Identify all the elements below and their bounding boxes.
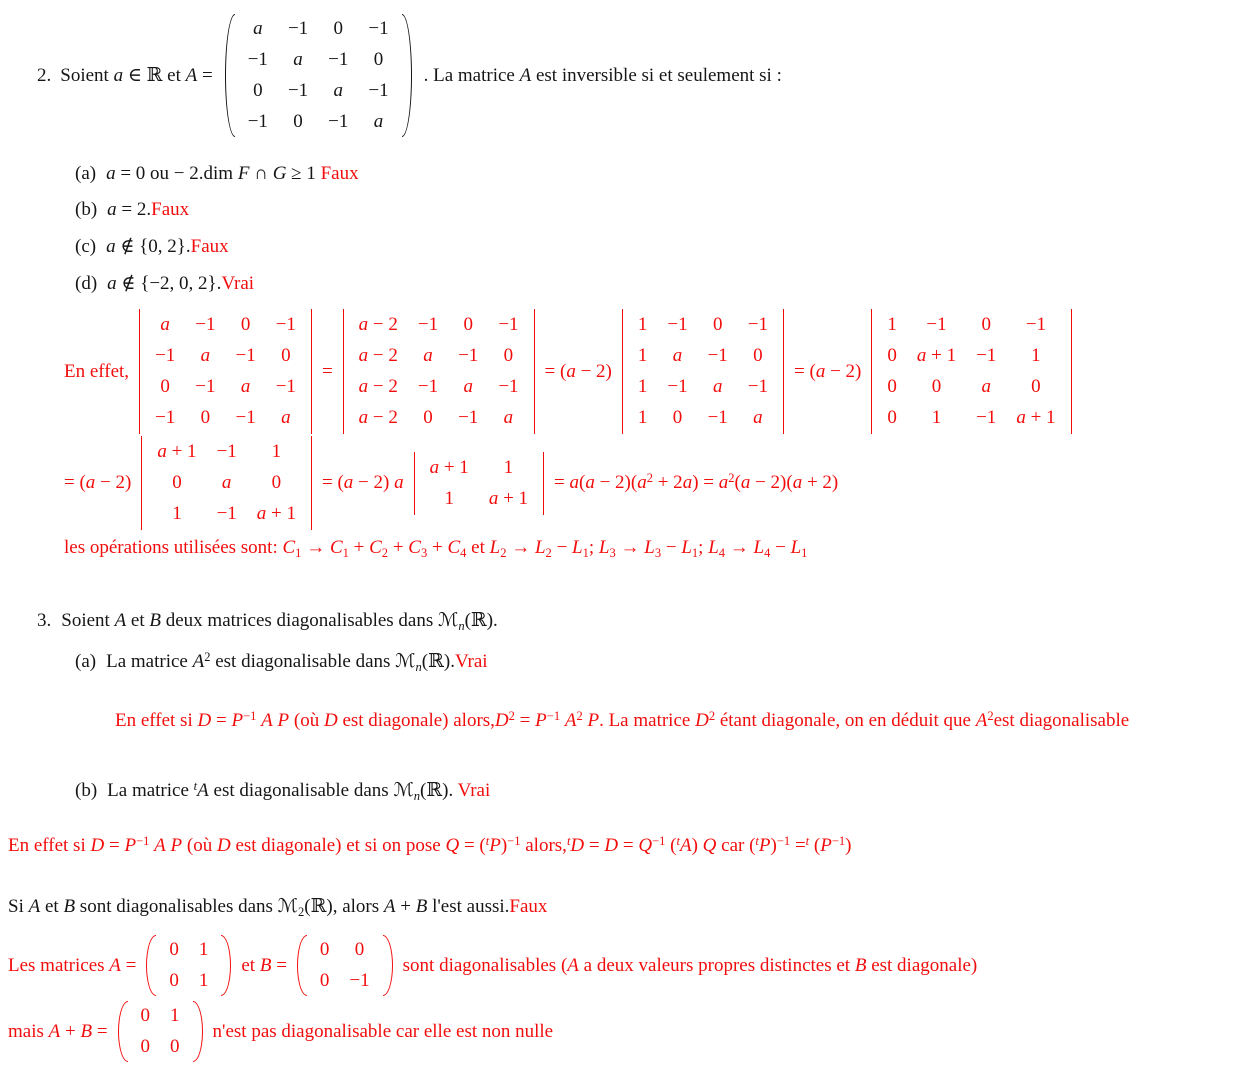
matrix-cell: a (503, 407, 514, 428)
matrix-cell: 1 (271, 441, 282, 462)
matrix-cell: a (240, 376, 251, 397)
matrix-cell: a − 2 (358, 407, 398, 428)
matrix-cell: −1 (667, 376, 688, 397)
matrix-cell: 0 (887, 376, 897, 397)
matrix-cell: −1 (498, 314, 519, 335)
left-paren-icon (118, 1001, 128, 1062)
matrix-cell: a (753, 407, 763, 428)
matrix-cell: 0 (172, 472, 182, 493)
option-c (75, 235, 1239, 258)
matrix-cell: 0 (887, 345, 897, 366)
matrix-cell: −1 (417, 376, 439, 397)
q3-statement-ab (8, 895, 1239, 918)
option-a-verdict: Faux (320, 163, 359, 184)
matrix-cell: 1 (170, 1005, 180, 1026)
matrix-cell: −1 (247, 111, 268, 132)
matrix-cell: a − 2 (358, 345, 398, 366)
matrix-cell: −1 (216, 503, 237, 524)
matrix-B-2x2 (297, 935, 393, 996)
matrix-cell: 0 (240, 314, 251, 335)
option-a-label: (a) (75, 163, 97, 184)
matrix-cell: −1 (235, 407, 256, 428)
option-c-verdict: Faux (190, 236, 229, 257)
matrix-cell: 1 (198, 970, 209, 991)
matrix-B2-cells (307, 935, 383, 996)
matrix-cell: a (160, 314, 170, 335)
matrix-cell: 0 (981, 314, 991, 335)
matrix-cell: 1 (444, 487, 454, 509)
proof-lead: En effet, (64, 360, 130, 382)
matrix-cell: 1 (931, 407, 942, 428)
option-b-verdict: Faux (151, 199, 190, 220)
q3-number: 3. (37, 610, 52, 631)
proof-eq6: = $a(a - 2)(a^2 + 2a) = a^2(a - 2)(a + 2)$ (554, 470, 839, 493)
matrix-A-cells (235, 14, 402, 137)
matrix-A-plus-B (118, 1001, 203, 1062)
matrix-cell: −1 (498, 376, 519, 397)
det-E (141, 436, 312, 530)
matrix-cell: a (712, 376, 723, 397)
matrix-cell: a + 1 (256, 503, 296, 524)
matrix-cell: a (281, 407, 291, 428)
matrix-cell: a + 1 (488, 487, 529, 509)
q3-item-b-explanation: En effet si $D = P^{-1}$ A P (où D est diagonale) et si on pose $Q = (^tP)^{-1}$ alors,$^t$D = $D = Q^{-1}$ ($^t$A) Q car $(^tP)^{-1} =^t$ $(P^{-1})$ (8, 833, 852, 856)
q3-item-b (75, 779, 1239, 802)
det-C (622, 309, 784, 434)
matrix-cell: a (981, 376, 991, 397)
matrix-cell: a − 2 (358, 314, 398, 335)
option-a (75, 163, 1239, 185)
matrix-cell: a (253, 18, 263, 39)
matrix-cell: 1 (637, 376, 648, 397)
q3-counterexample-line-1 (8, 935, 1239, 996)
matrix-cell: −1 (328, 111, 349, 132)
matrix-cell: 1 (887, 314, 897, 335)
matrix-cell: 0 (423, 407, 433, 428)
option-d (75, 272, 1239, 295)
option-b-text: a = 2. (107, 199, 152, 220)
matrix-cell: 1 (172, 503, 182, 524)
counter-part1: Les matrices A = (8, 954, 137, 976)
matrix-cell: −1 (235, 345, 256, 366)
matrix-cell: −1 (458, 345, 479, 366)
matrix-cell: a + 1 (157, 441, 197, 462)
q3-item-a (75, 650, 1239, 673)
matrix-cell: −1 (195, 314, 216, 335)
proof-operations: les opérations utilisées sont: $C_1 \to C_1 + C_2 + C_3 + C_4$ et $L_2 \to L_2 - L_1$; $L_3 \to L_3 - L_1$; $L_4 \to L_4 - L_1$ (64, 537, 808, 560)
matrix-cell: 0 (293, 111, 303, 132)
q3-counterexample-line-2 (8, 1001, 1239, 1062)
matrix-A-2x2 (146, 935, 231, 996)
matrix-cell: −1 (287, 18, 309, 39)
option-a-text: a = 0 ou − 2.dim F ∩ G ≥ 1 (106, 163, 321, 184)
matrix-cell: 0 (271, 472, 282, 493)
matrix-cell: 0 (140, 1036, 151, 1057)
matrix-cell: −1 (417, 314, 439, 335)
matrix-cell: a (200, 345, 211, 366)
matrix-cell: 1 (637, 345, 648, 366)
matrix-cell: 0 (169, 939, 179, 960)
matrix-cell: a (423, 345, 433, 366)
matrix-cell: 0 (319, 970, 330, 991)
matrix-cell: 0 (170, 1036, 180, 1057)
q3-intro-text: Soient A et B deux matrices diagonalisables dans ℳ$_n$(ℝ). (61, 610, 498, 633)
matrix-cell: −1 (747, 376, 769, 397)
left-paren-icon (225, 14, 235, 137)
q2-options (75, 163, 1239, 295)
matrix-cell: 0 (931, 376, 942, 397)
matrix-cell: −1 (275, 376, 296, 397)
matrix-cell: −1 (458, 407, 479, 428)
q3-item-b-verdict: Vrai (457, 780, 491, 801)
matrix-cell: −1 (287, 80, 309, 101)
det-B (343, 309, 535, 434)
q2-intro-after: . La matrice A est inversible si et seulement si : (423, 64, 782, 86)
matrix-cell: −1 (707, 407, 728, 428)
matrix-cell: −1 (368, 80, 389, 101)
matrix-cell: 0 (463, 314, 473, 335)
matrix-cell: 1 (637, 314, 648, 335)
counter-part3: sont diagonalisables (A a deux valeurs propres distinctes et B est diagonale) (402, 954, 978, 976)
counter-part2: et B = (241, 954, 287, 976)
matrix-cell: 1 (637, 407, 648, 428)
option-d-label: (d) (75, 273, 98, 294)
matrix-cell: 0 (319, 939, 330, 960)
matrix-cell: a (373, 111, 384, 132)
option-c-text: a ∉ {0, 2}. (106, 236, 191, 257)
counter-part5: n'est pas diagonalisable car elle est non nulle (212, 1020, 554, 1042)
matrix-cell: 1 (503, 456, 514, 478)
counter-part4: mais A + B = (8, 1020, 108, 1042)
matrix-cell: 0 (672, 407, 683, 428)
matrix-cell: 1 (198, 939, 209, 960)
proof-eq4: = (a − 2) (64, 472, 132, 493)
matrix-cell: −1 (368, 18, 389, 39)
proof-line-2 (64, 436, 1239, 530)
right-paren-icon (383, 935, 393, 996)
option-c-label: (c) (75, 236, 97, 257)
matrix-AB-cells (128, 1001, 193, 1062)
matrix-cell: −1 (216, 441, 237, 462)
matrix-cell: −1 (328, 49, 349, 70)
q3-statement-ab-verdict: Faux (509, 896, 548, 917)
matrix-cell: 0 (1031, 376, 1041, 397)
matrix-cell: −1 (155, 345, 176, 366)
matrix-cell: 0 (887, 407, 897, 428)
proof-eq2: = (a − 2) (544, 360, 612, 382)
matrix-cell: a (333, 80, 344, 101)
det-A (139, 309, 312, 434)
matrix-cell: −1 (926, 314, 947, 335)
matrix-cell: a + 1 (429, 456, 469, 478)
matrix-cell: 0 (169, 970, 179, 991)
matrix-cell: −1 (247, 49, 268, 70)
q2-proof (64, 309, 1239, 559)
matrix-cell: 0 (354, 939, 365, 960)
matrix-cell: 1 (1031, 345, 1041, 366)
left-paren-icon (297, 935, 307, 996)
matrix-cell: −1 (155, 407, 176, 428)
matrix-cell: 0 (160, 376, 170, 397)
matrix-cell: 0 (253, 80, 263, 101)
matrix-cell: 0 (333, 18, 344, 39)
matrix-A2-cells (156, 935, 221, 996)
option-b (75, 199, 1239, 221)
matrix-cell: a (293, 49, 303, 70)
option-b-label: (b) (75, 199, 98, 220)
matrix-cell: 0 (373, 49, 384, 70)
q2-statement (37, 14, 1239, 137)
proof-eq1: = (321, 360, 333, 382)
matrix-cell: a + 1 (916, 345, 957, 366)
q3-item-b-text: La matrice $^t$A est diagonalisable dans ℳ$_n$(ℝ). (107, 778, 458, 803)
q3-item-a-explanation: En effet si $D = P^{-1}$ A P (où D est diagonale) $alors,D^2 = P^{-1}$ $A^2$ P. La matrice $D^2$ étant diagonale, on en déduit que $A^2est$ diagonalisable (115, 708, 1130, 731)
det-F (414, 452, 544, 515)
proof-eq5: = (a − 2) a (322, 472, 404, 493)
matrix-cell: a (221, 472, 232, 493)
matrix-cell: 0 (753, 345, 763, 366)
proof-eq3: = (a − 2) (794, 360, 862, 382)
proof-line-1 (64, 309, 1239, 434)
matrix-cell: −1 (349, 970, 370, 991)
matrix-cell: a − 2 (358, 376, 398, 397)
left-paren-icon (146, 935, 156, 996)
matrix-cell: 0 (200, 407, 211, 428)
matrix-cell: −1 (1025, 314, 1047, 335)
matrix-cell: −1 (976, 407, 997, 428)
matrix-cell: a (463, 376, 473, 397)
right-paren-icon (221, 935, 231, 996)
matrix-cell: 0 (503, 345, 514, 366)
matrix-cell: 0 (281, 345, 291, 366)
q3-item-a-label: (a) (75, 651, 97, 672)
q3-statement (37, 609, 1239, 632)
matrix-A (225, 14, 412, 137)
matrix-cell: −1 (707, 345, 728, 366)
q3-item-a-text: La matrice $A^2$ est diagonalisable dans ℳ$_n$(ℝ). (106, 649, 455, 674)
matrix-cell: a + 1 (1016, 407, 1056, 428)
q3-item-a-verdict: Vrai (454, 651, 488, 672)
q2-number: 2. (37, 64, 52, 86)
option-d-text: a ∉ {−2, 0, 2}. (107, 273, 222, 294)
q3-item-b-label: (b) (75, 780, 98, 801)
matrix-cell: −1 (195, 376, 216, 397)
matrix-cell: −1 (667, 314, 688, 335)
q2-intro-before: Soient a ∈ ℝ et A = (60, 65, 213, 86)
det-D (871, 309, 1071, 434)
right-paren-icon (402, 14, 412, 137)
matrix-cell: −1 (976, 345, 997, 366)
matrix-cell: −1 (747, 314, 769, 335)
q3-statement-ab-text: Si A et B sont diagonalisables dans ℳ$_2$(ℝ), alors A + B l'est aussi. (8, 896, 510, 919)
right-paren-icon (193, 1001, 203, 1062)
matrix-cell: 0 (140, 1005, 151, 1026)
option-d-verdict: Vrai (221, 273, 255, 294)
matrix-cell: a (672, 345, 683, 366)
matrix-cell: 0 (712, 314, 723, 335)
matrix-cell: −1 (275, 314, 296, 335)
